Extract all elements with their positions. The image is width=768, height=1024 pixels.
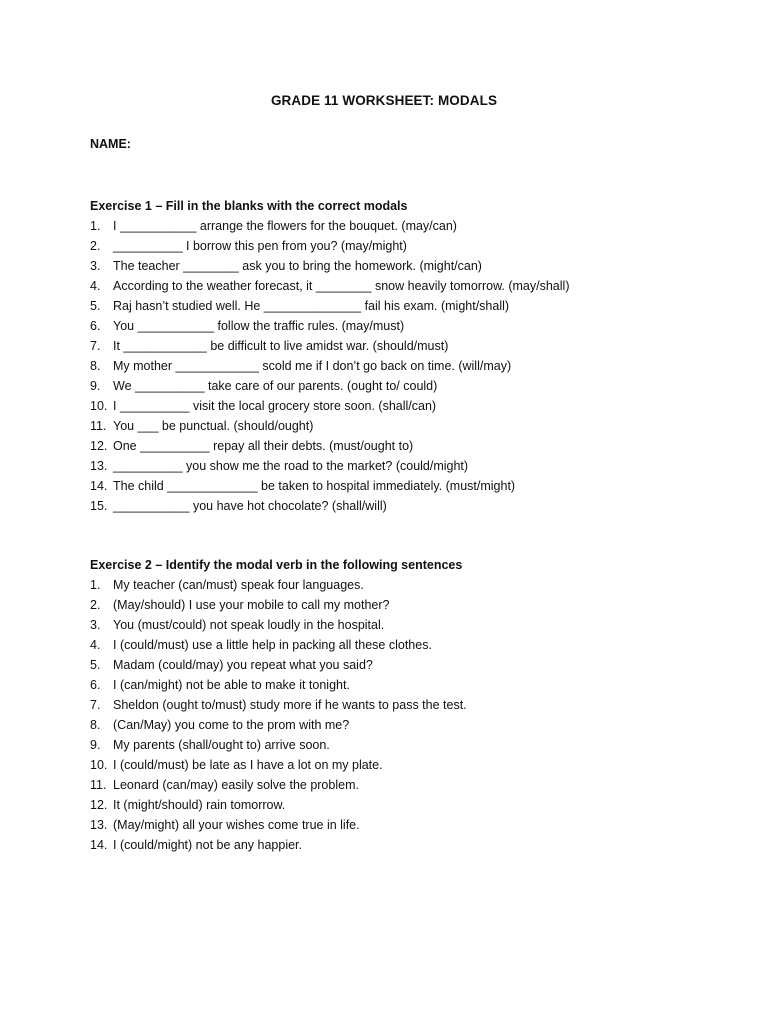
list-item [90,575,730,595]
item-text: I (could/must) be late as I have a lot on my plate. [113,758,383,772]
item-text: The child _____________ be taken to hospital immediately. (must/might) [113,479,516,493]
item-text: Raj hasn’t studied well. He ______________ fail his exam. (might/shall) [113,299,510,313]
item-text: You ___________ follow the traffic rules. (may/must) [113,319,405,333]
item-text: I (could/might) not be any happier. [113,838,303,852]
list-item [90,356,730,376]
item-text: We __________ take care of our parents. (ought to/ could) [113,379,438,393]
list-item [90,256,730,276]
exercise-2-heading: Exercise 2 – Identify the modal verb in the following sentences [90,558,463,572]
item-number: 6. [90,319,101,333]
list-item [90,456,730,476]
item-number: 1. [90,578,101,592]
item-number: 4. [90,279,101,293]
item-number: 12. [90,439,108,453]
list-item [90,296,730,316]
item-number: 7. [90,698,101,712]
name-label: NAME: [90,137,131,151]
item-text: (May/should) I use your mobile to call my mother? [113,598,390,612]
item-number: 5. [90,658,101,672]
item-number: 7. [90,339,101,353]
exercise-2-list [90,575,730,855]
item-number: 15. [90,499,108,513]
list-item [90,795,730,815]
item-text: It ____________ be difficult to live amidst war. (should/must) [113,339,449,353]
item-number: 12. [90,798,108,812]
list-item [90,835,730,855]
list-item [90,336,730,356]
item-number: 11. [90,778,107,792]
list-item [90,655,730,675]
worksheet-title: GRADE 11 WORKSHEET: MODALS [270,93,498,108]
item-number: 8. [90,359,101,373]
item-text: My mother ____________ scold me if I don’t go back on time. (will/may) [113,359,512,373]
item-text: Sheldon (ought to/must) study more if he wants to pass the test. [113,698,467,712]
list-item [90,735,730,755]
item-text: __________ I borrow this pen from you? (may/might) [113,239,407,253]
list-item [90,695,730,715]
item-text: You ___ be punctual. (should/ought) [113,419,314,433]
list-item [90,635,730,655]
item-text: __________ you show me the road to the market? (could/might) [113,459,469,473]
item-text: Madam (could/may) you repeat what you said? [113,658,373,672]
list-item [90,595,730,615]
item-number: 13. [90,818,108,832]
item-text: According to the weather forecast, it ________ snow heavily tomorrow. (may/shall) [113,279,570,293]
item-number: 13. [90,459,108,473]
list-item [90,236,730,256]
item-number: 14. [90,838,108,852]
item-number: 14. [90,479,108,493]
item-number: 6. [90,678,101,692]
list-item [90,316,730,336]
item-number: 9. [90,738,101,752]
item-number: 9. [90,379,101,393]
list-item [90,376,730,396]
item-number: 2. [90,239,101,253]
list-item [90,396,730,416]
item-number: 3. [90,618,101,632]
list-item [90,416,730,436]
item-text: (May/might) all your wishes come true in life. [113,818,360,832]
item-text: I (can/might) not be able to make it tonight. [113,678,350,692]
exercise-1-heading: Exercise 1 – Fill in the blanks with the correct modals [90,199,408,213]
item-text: I (could/must) use a little help in packing all these clothes. [113,638,432,652]
list-item [90,216,730,236]
item-text: You (must/could) not speak loudly in the hospital. [113,618,385,632]
list-item [90,755,730,775]
item-number: 10. [90,758,108,772]
list-item [90,715,730,735]
exercise-1 [90,196,730,516]
list-item [90,436,730,456]
list-item [90,775,730,795]
list-item [90,276,730,296]
list-item [90,476,730,496]
item-number: 5. [90,299,101,313]
item-text: I __________ visit the local grocery store soon. (shall/can) [113,399,437,413]
list-item [90,815,730,835]
list-item [90,496,730,516]
item-text: The teacher ________ ask you to bring the homework. (might/can) [113,259,482,273]
item-number: 1. [90,219,101,233]
item-text: ___________ you have hot chocolate? (shall/will) [113,499,387,513]
item-number: 3. [90,259,101,273]
exercise-1-list [90,216,730,516]
item-number: 10. [90,399,108,413]
item-number: 2. [90,598,101,612]
list-item [90,615,730,635]
item-text: One __________ repay all their debts. (must/ought to) [113,439,414,453]
item-number: 11. [90,419,107,433]
item-text: My teacher (can/must) speak four languages. [113,578,364,592]
exercise-2 [90,555,730,855]
item-text: (Can/May) you come to the prom with me? [113,718,350,732]
item-number: 8. [90,718,101,732]
item-text: It (might/should) rain tomorrow. [113,798,286,812]
item-number: 4. [90,638,101,652]
item-text: I ___________ arrange the flowers for the bouquet. (may/can) [113,219,457,233]
item-text: Leonard (can/may) easily solve the problem. [113,778,359,792]
list-item [90,675,730,695]
item-text: My parents (shall/ought to) arrive soon. [113,738,330,752]
